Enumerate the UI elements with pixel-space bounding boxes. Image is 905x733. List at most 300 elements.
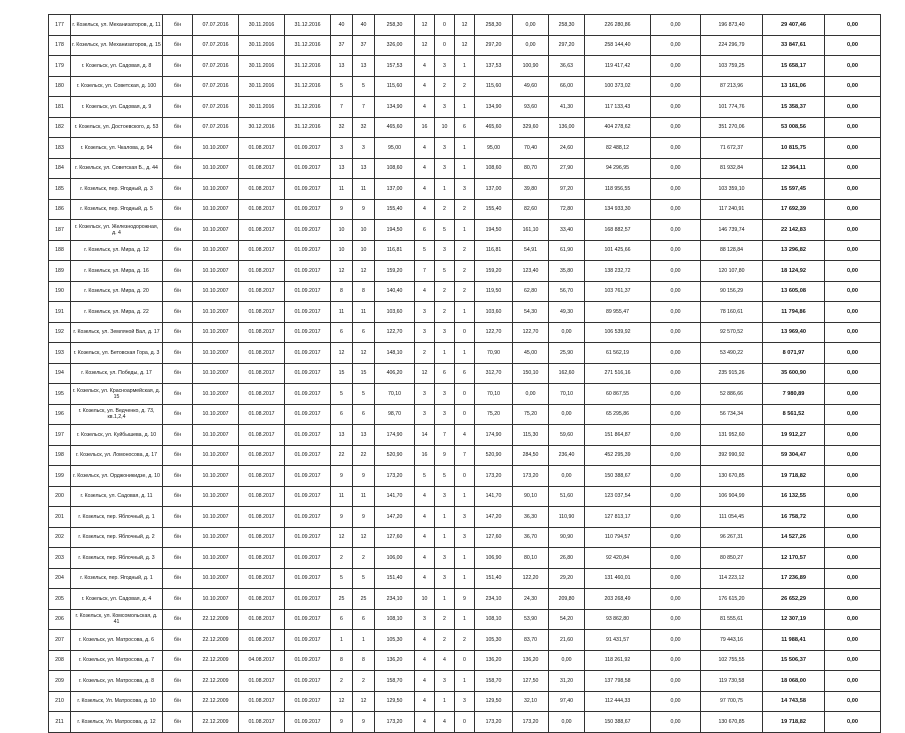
cell-count-a: 6 [331, 404, 353, 425]
cell-area-4: 66,00 [549, 76, 585, 97]
cell-sum-part: 351 270,06 [701, 117, 763, 138]
cell-doc-number: б/н [163, 56, 193, 77]
cell-doc-number: б/н [163, 322, 193, 343]
cell-units-a: 5 [435, 220, 455, 241]
cell-address: г. Козельск, ул. Мира, д. 16 [71, 261, 163, 282]
cell-area-2: 70,10 [475, 384, 513, 405]
cell-count-a: 10 [331, 240, 353, 261]
cell-date-2: 01.08.2017 [239, 179, 285, 200]
cell-units-b: 1 [455, 138, 475, 159]
cell-sum-zero: 0,00 [651, 302, 701, 323]
cell-sum-total: 100 373,02 [585, 76, 651, 97]
cell-address: г. Козельск, ул. Механизаторов, д. 11 [71, 15, 163, 36]
cell-sum-zero: 0,00 [651, 117, 701, 138]
cell-row-number: 210 [49, 691, 71, 712]
cell-row-number: 186 [49, 199, 71, 220]
cell-address: г. Козельск, ул. Ломоносова, д. 17 [71, 445, 163, 466]
cell-count-a: 12 [331, 343, 353, 364]
cell-units-total: 3 [415, 384, 435, 405]
cell-sum-bold: 19 718,82 [763, 466, 825, 487]
cell-date-1: 07.07.2016 [193, 15, 239, 36]
cell-sum-part: 102 755,55 [701, 650, 763, 671]
cell-date-1: 10.10.2007 [193, 179, 239, 200]
cell-sum-part: 88 128,84 [701, 240, 763, 261]
cell-count-b: 8 [353, 650, 375, 671]
cell-area-2: 174,90 [475, 425, 513, 446]
cell-units-total: 3 [415, 322, 435, 343]
cell-date-3: 01.09.2017 [285, 158, 331, 179]
cell-date-2: 01.08.2017 [239, 158, 285, 179]
cell-address: г. Козельск, пер. Ягодный, д. 5 [71, 199, 163, 220]
cell-sum-end: 0,00 [825, 15, 881, 36]
cell-units-a: 3 [435, 486, 455, 507]
cell-date-1: 22.12.2009 [193, 650, 239, 671]
cell-units-b: 0 [455, 650, 475, 671]
table-row [49, 466, 881, 487]
cell-date-3: 31.12.2016 [285, 76, 331, 97]
cell-sum-part: 56 734,34 [701, 404, 763, 425]
cell-units-a: 4 [435, 650, 455, 671]
cell-units-a: 3 [435, 548, 455, 569]
cell-sum-total: 89 955,47 [585, 302, 651, 323]
cell-units-total: 7 [415, 261, 435, 282]
cell-date-2: 01.08.2017 [239, 671, 285, 692]
cell-date-2: 30.11.2016 [239, 56, 285, 77]
cell-area-2: 173,20 [475, 712, 513, 733]
cell-units-a: 3 [435, 322, 455, 343]
cell-area-2: 151,40 [475, 568, 513, 589]
cell-date-3: 01.09.2017 [285, 261, 331, 282]
cell-date-3: 01.09.2017 [285, 609, 331, 630]
cell-address: г. Козельск, ул. Ведченко, д. 73, кв.1,2,4 [71, 404, 163, 425]
table-row [49, 712, 881, 733]
cell-area-4: 33,40 [549, 220, 585, 241]
cell-date-1: 10.10.2007 [193, 404, 239, 425]
cell-units-b: 1 [455, 568, 475, 589]
cell-area-4: 36,63 [549, 56, 585, 77]
cell-sum-part: 120 107,80 [701, 261, 763, 282]
cell-area-3: 173,20 [513, 712, 549, 733]
cell-area-3: 0,00 [513, 384, 549, 405]
cell-area-3: 83,70 [513, 630, 549, 651]
cell-doc-number: б/н [163, 220, 193, 241]
table-row [49, 404, 881, 425]
table-row [49, 158, 881, 179]
cell-sum-bold: 15 506,37 [763, 650, 825, 671]
cell-units-total: 4 [415, 712, 435, 733]
cell-units-total: 12 [415, 15, 435, 36]
cell-area-total: 70,10 [375, 384, 415, 405]
cell-units-b: 3 [455, 691, 475, 712]
cell-area-2: 122,70 [475, 322, 513, 343]
cell-sum-end: 0,00 [825, 609, 881, 630]
table-row [49, 117, 881, 138]
cell-row-number: 187 [49, 220, 71, 241]
cell-address: г. Козельск, ул. Мира, д. 22 [71, 302, 163, 323]
cell-area-2: 159,20 [475, 261, 513, 282]
cell-units-a: 2 [435, 609, 455, 630]
cell-date-1: 10.10.2007 [193, 527, 239, 548]
cell-doc-number: б/н [163, 179, 193, 200]
cell-area-4: 54,20 [549, 609, 585, 630]
cell-date-2: 01.08.2017 [239, 507, 285, 528]
cell-area-2: 108,60 [475, 158, 513, 179]
cell-area-total: 157,53 [375, 56, 415, 77]
cell-address: г. Козельск, ул. Мира, д. 12 [71, 240, 163, 261]
cell-address: г. Козельск, ул. Садовая, д. 8 [71, 56, 163, 77]
cell-sum-bold: 59 304,47 [763, 445, 825, 466]
cell-date-3: 01.09.2017 [285, 220, 331, 241]
cell-date-2: 01.08.2017 [239, 630, 285, 651]
cell-count-b: 6 [353, 404, 375, 425]
cell-units-a: 6 [435, 363, 455, 384]
cell-sum-zero: 0,00 [651, 158, 701, 179]
cell-count-a: 25 [331, 589, 353, 610]
cell-units-b: 12 [455, 35, 475, 56]
cell-sum-bold: 53 008,56 [763, 117, 825, 138]
table-row [49, 507, 881, 528]
cell-sum-bold: 19 912,27 [763, 425, 825, 446]
cell-area-2: 465,60 [475, 117, 513, 138]
cell-area-4: 0,00 [549, 466, 585, 487]
cell-area-2: 105,30 [475, 630, 513, 651]
table-row [49, 35, 881, 56]
cell-date-2: 30.11.2016 [239, 76, 285, 97]
cell-units-a: 3 [435, 404, 455, 425]
cell-units-a: 3 [435, 56, 455, 77]
cell-date-1: 07.07.2016 [193, 76, 239, 97]
table-row [49, 240, 881, 261]
cell-sum-zero: 0,00 [651, 15, 701, 36]
cell-sum-bold: 8 071,97 [763, 343, 825, 364]
cell-sum-end: 0,00 [825, 363, 881, 384]
cell-doc-number: б/н [163, 548, 193, 569]
cell-date-1: 10.10.2007 [193, 199, 239, 220]
cell-date-3: 31.12.2016 [285, 56, 331, 77]
cell-row-number: 191 [49, 302, 71, 323]
cell-units-a: 1 [435, 527, 455, 548]
cell-date-2: 04.08.2017 [239, 650, 285, 671]
cell-date-3: 01.09.2017 [285, 712, 331, 733]
cell-units-a: 4 [435, 712, 455, 733]
cell-date-3: 01.09.2017 [285, 507, 331, 528]
cell-sum-part: 101 774,76 [701, 97, 763, 118]
cell-area-2: 137,53 [475, 56, 513, 77]
cell-address: г. Козельск, ул. Чкалова, д. 94 [71, 138, 163, 159]
cell-sum-end: 0,00 [825, 568, 881, 589]
cell-units-total: 14 [415, 425, 435, 446]
cell-count-a: 8 [331, 281, 353, 302]
cell-row-number: 177 [49, 15, 71, 36]
cell-date-2: 01.08.2017 [239, 384, 285, 405]
cell-sum-total: 138 232,72 [585, 261, 651, 282]
cell-units-b: 1 [455, 548, 475, 569]
cell-sum-total: 65 295,86 [585, 404, 651, 425]
cell-sum-zero: 0,00 [651, 240, 701, 261]
cell-doc-number: б/н [163, 691, 193, 712]
cell-row-number: 197 [49, 425, 71, 446]
cell-area-total: 151,40 [375, 568, 415, 589]
cell-area-2: 194,50 [475, 220, 513, 241]
cell-area-3: 136,20 [513, 650, 549, 671]
cell-sum-end: 0,00 [825, 589, 881, 610]
cell-sum-part: 392 990,92 [701, 445, 763, 466]
cell-count-b: 5 [353, 384, 375, 405]
cell-sum-zero: 0,00 [651, 568, 701, 589]
cell-address: г. Козельск, ул. Матросова, д. 8 [71, 671, 163, 692]
cell-area-3: 80,70 [513, 158, 549, 179]
cell-doc-number: б/н [163, 630, 193, 651]
cell-count-b: 9 [353, 712, 375, 733]
cell-sum-total: 112 444,33 [585, 691, 651, 712]
cell-date-1: 10.10.2007 [193, 363, 239, 384]
cell-area-total: 173,20 [375, 712, 415, 733]
cell-sum-part: 131 952,60 [701, 425, 763, 446]
cell-units-b: 1 [455, 220, 475, 241]
cell-area-total: 106,00 [375, 548, 415, 569]
cell-sum-bold: 16 758,72 [763, 507, 825, 528]
cell-row-number: 208 [49, 650, 71, 671]
table-row [49, 281, 881, 302]
cell-count-b: 9 [353, 199, 375, 220]
cell-count-b: 12 [353, 691, 375, 712]
cell-sum-part: 196 873,40 [701, 15, 763, 36]
cell-sum-total: 93 862,80 [585, 609, 651, 630]
cell-doc-number: б/н [163, 240, 193, 261]
cell-doc-number: б/н [163, 281, 193, 302]
cell-sum-zero: 0,00 [651, 199, 701, 220]
cell-count-a: 40 [331, 15, 353, 36]
cell-sum-bold: 13 161,06 [763, 76, 825, 97]
cell-sum-end: 0,00 [825, 650, 881, 671]
cell-date-1: 10.10.2007 [193, 384, 239, 405]
cell-sum-end: 0,00 [825, 322, 881, 343]
cell-units-a: 1 [435, 179, 455, 200]
cell-units-total: 4 [415, 76, 435, 97]
cell-units-b: 1 [455, 158, 475, 179]
cell-date-1: 10.10.2007 [193, 445, 239, 466]
cell-row-number: 195 [49, 384, 71, 405]
cell-count-b: 12 [353, 343, 375, 364]
cell-sum-bold: 12 307,19 [763, 609, 825, 630]
cell-date-2: 01.08.2017 [239, 486, 285, 507]
cell-doc-number: б/н [163, 35, 193, 56]
cell-count-b: 7 [353, 97, 375, 118]
table-row [49, 384, 881, 405]
cell-sum-bold: 10 815,75 [763, 138, 825, 159]
cell-units-b: 1 [455, 609, 475, 630]
cell-date-2: 01.08.2017 [239, 404, 285, 425]
cell-row-number: 202 [49, 527, 71, 548]
cell-sum-zero: 0,00 [651, 56, 701, 77]
cell-date-3: 01.09.2017 [285, 568, 331, 589]
cell-units-total: 4 [415, 97, 435, 118]
cell-units-b: 0 [455, 712, 475, 733]
cell-row-number: 201 [49, 507, 71, 528]
cell-sum-end: 0,00 [825, 671, 881, 692]
cell-sum-zero: 0,00 [651, 404, 701, 425]
cell-area-total: 158,70 [375, 671, 415, 692]
cell-row-number: 209 [49, 671, 71, 692]
cell-count-b: 2 [353, 671, 375, 692]
cell-doc-number: б/н [163, 158, 193, 179]
cell-area-4: 72,80 [549, 199, 585, 220]
cell-area-2: 134,90 [475, 97, 513, 118]
table-row [49, 609, 881, 630]
cell-count-a: 10 [331, 220, 353, 241]
cell-units-a: 3 [435, 138, 455, 159]
cell-doc-number: б/н [163, 425, 193, 446]
cell-count-b: 1 [353, 630, 375, 651]
cell-area-total: 258,30 [375, 15, 415, 36]
cell-count-a: 11 [331, 486, 353, 507]
cell-sum-zero: 0,00 [651, 76, 701, 97]
cell-count-a: 2 [331, 548, 353, 569]
cell-address: г. Козельск, Ул. Матросова, д. 12 [71, 712, 163, 733]
cell-address: г. Козельск, ул. Матросова, д. 6 [71, 630, 163, 651]
cell-area-4: 25,90 [549, 343, 585, 364]
table-row [49, 589, 881, 610]
cell-sum-total: 134 933,30 [585, 199, 651, 220]
cell-doc-number: б/н [163, 527, 193, 548]
cell-area-total: 159,20 [375, 261, 415, 282]
cell-row-number: 182 [49, 117, 71, 138]
cell-date-2: 01.08.2017 [239, 220, 285, 241]
cell-address: г. Козельск, пер. Яблочный, д. 1 [71, 507, 163, 528]
cell-area-total: 122,70 [375, 322, 415, 343]
cell-units-total: 4 [415, 548, 435, 569]
cell-sum-zero: 0,00 [651, 322, 701, 343]
cell-doc-number: б/н [163, 609, 193, 630]
cell-doc-number: б/н [163, 138, 193, 159]
cell-area-total: 465,60 [375, 117, 415, 138]
cell-area-2: 141,70 [475, 486, 513, 507]
cell-date-3: 01.09.2017 [285, 322, 331, 343]
cell-sum-part: 176 615,20 [701, 589, 763, 610]
cell-count-a: 5 [331, 76, 353, 97]
cell-address: г. Козельск, пер. Яблочный, д. 2 [71, 527, 163, 548]
cell-units-total: 4 [415, 568, 435, 589]
cell-units-a: 2 [435, 199, 455, 220]
cell-address: г. Козельск, ул. Садовая, д. 9 [71, 97, 163, 118]
cell-date-3: 01.09.2017 [285, 363, 331, 384]
cell-units-a: 2 [435, 281, 455, 302]
cell-sum-total: 103 761,37 [585, 281, 651, 302]
cell-sum-zero: 0,00 [651, 220, 701, 241]
cell-date-1: 07.07.2016 [193, 97, 239, 118]
cell-sum-end: 0,00 [825, 404, 881, 425]
cell-date-3: 01.09.2017 [285, 445, 331, 466]
cell-doc-number: б/н [163, 15, 193, 36]
cell-date-3: 01.09.2017 [285, 343, 331, 364]
cell-sum-bold: 18 124,92 [763, 261, 825, 282]
cell-date-3: 31.12.2016 [285, 15, 331, 36]
cell-address: г. Козельск, ул. Советская, д. 100 [71, 76, 163, 97]
cell-area-3: 24,30 [513, 589, 549, 610]
cell-row-number: 196 [49, 404, 71, 425]
cell-area-total: 127,60 [375, 527, 415, 548]
cell-sum-part: 80 850,27 [701, 548, 763, 569]
cell-date-2: 01.08.2017 [239, 261, 285, 282]
cell-sum-zero: 0,00 [651, 281, 701, 302]
cell-sum-total: 91 431,57 [585, 630, 651, 651]
cell-date-3: 01.09.2017 [285, 548, 331, 569]
cell-date-3: 01.09.2017 [285, 404, 331, 425]
cell-sum-end: 0,00 [825, 97, 881, 118]
cell-area-4: 90,90 [549, 527, 585, 548]
cell-sum-end: 0,00 [825, 527, 881, 548]
cell-date-3: 31.12.2016 [285, 97, 331, 118]
cell-date-1: 10.10.2007 [193, 220, 239, 241]
cell-sum-total: 452 295,39 [585, 445, 651, 466]
cell-sum-total: 92 420,84 [585, 548, 651, 569]
cell-sum-total: 131 460,01 [585, 568, 651, 589]
table-row [49, 548, 881, 569]
cell-sum-bold: 11 794,86 [763, 302, 825, 323]
cell-sum-end: 0,00 [825, 486, 881, 507]
cell-date-3: 01.09.2017 [285, 199, 331, 220]
cell-date-3: 01.09.2017 [285, 650, 331, 671]
cell-row-number: 179 [49, 56, 71, 77]
cell-sum-end: 0,00 [825, 630, 881, 651]
cell-sum-part: 235 915,26 [701, 363, 763, 384]
cell-sum-part: 92 570,52 [701, 322, 763, 343]
cell-area-3: 32,10 [513, 691, 549, 712]
cell-sum-zero: 0,00 [651, 261, 701, 282]
cell-date-1: 10.10.2007 [193, 281, 239, 302]
cell-units-total: 2 [415, 343, 435, 364]
cell-area-2: 115,60 [475, 76, 513, 97]
cell-sum-bold: 15 658,17 [763, 56, 825, 77]
cell-units-a: 1 [435, 691, 455, 712]
cell-date-1: 10.10.2007 [193, 507, 239, 528]
cell-sum-zero: 0,00 [651, 630, 701, 651]
cell-units-b: 2 [455, 281, 475, 302]
cell-date-3: 31.12.2016 [285, 117, 331, 138]
cell-area-3: 62,80 [513, 281, 549, 302]
cell-date-2: 01.08.2017 [239, 445, 285, 466]
cell-sum-end: 0,00 [825, 261, 881, 282]
cell-sum-end: 0,00 [825, 343, 881, 364]
cell-sum-part: 224 296,79 [701, 35, 763, 56]
cell-row-number: 180 [49, 76, 71, 97]
cell-count-b: 5 [353, 568, 375, 589]
cell-area-2: 119,50 [475, 281, 513, 302]
cell-date-3: 01.09.2017 [285, 179, 331, 200]
cell-count-a: 22 [331, 445, 353, 466]
table-row [49, 220, 881, 241]
cell-date-1: 10.10.2007 [193, 261, 239, 282]
cell-area-3: 100,90 [513, 56, 549, 77]
cell-address: г. Козельск, ул. Садовая, д. 11 [71, 486, 163, 507]
cell-date-3: 01.09.2017 [285, 466, 331, 487]
cell-sum-zero: 0,00 [651, 548, 701, 569]
cell-row-number: 184 [49, 158, 71, 179]
cell-sum-end: 0,00 [825, 281, 881, 302]
cell-doc-number: б/н [163, 261, 193, 282]
cell-sum-total: 150 388,67 [585, 712, 651, 733]
cell-sum-bold: 29 407,46 [763, 15, 825, 36]
cell-sum-total: 118 956,55 [585, 179, 651, 200]
cell-sum-total: 258 144,40 [585, 35, 651, 56]
cell-sum-zero: 0,00 [651, 507, 701, 528]
cell-units-total: 16 [415, 445, 435, 466]
cell-area-4: 21,60 [549, 630, 585, 651]
cell-count-a: 7 [331, 97, 353, 118]
cell-date-3: 01.09.2017 [285, 302, 331, 323]
cell-sum-end: 0,00 [825, 158, 881, 179]
cell-address: г. Козельск, ул. Комсомольская, д. 41 [71, 609, 163, 630]
